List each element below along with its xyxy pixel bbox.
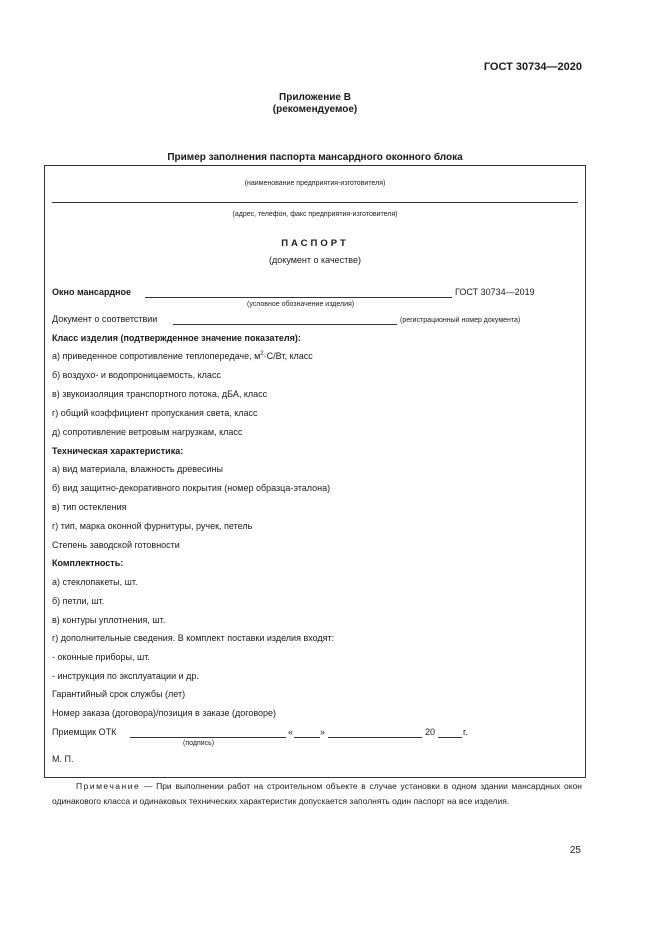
note-label: Примечание (76, 781, 141, 791)
signature-hint: (подпись) (183, 740, 215, 747)
class-item-e: д) сопротивление ветровым нагрузкам, класс (52, 427, 243, 437)
tech-item-c: в) тип остекления (52, 502, 127, 512)
year-prefix: 20 (425, 727, 436, 737)
tech-item-d: г) тип, марка оконной фурнитуры, ручек, петель (52, 521, 253, 531)
class-item-c: в) звукоизоляция транспортного потока, дБА, класс (52, 389, 268, 399)
tech-item-b: б) вид защитно-декоративного покрытия (номер образца-эталона) (52, 483, 331, 493)
address-hint: (адрес, телефон, факс предприятия-изготовителя) (232, 211, 398, 218)
set-item-a: а) стеклопакеты, шт. (52, 577, 138, 587)
set-item-manual: - инструкция по эксплуатации и др. (52, 671, 199, 681)
inspector-label: Приемщик ОТК (52, 727, 117, 737)
page-number: 25 (569, 845, 581, 856)
year-line (438, 737, 462, 738)
conformity-label: Документ о соответствии (52, 314, 158, 324)
set-item-devices: - оконные приборы, шт. (52, 652, 150, 662)
year-suffix: г. (463, 727, 468, 737)
class-item-d: г) общий коэффициент пропускания света, класс (52, 408, 258, 418)
product-line (145, 297, 452, 298)
address-line (52, 202, 578, 203)
quote-open: « (288, 727, 294, 737)
signature-line (130, 737, 286, 738)
product-standard: ГОСТ 30734—2019 (455, 287, 535, 297)
tech-heading: Техническая характеристика: (52, 446, 184, 456)
day-line (294, 737, 320, 738)
set-item-c: в) контуры уплотнения, шт. (52, 615, 166, 625)
class-item-a-text: а) приведенное сопротивление теплопередаче, м (52, 351, 261, 361)
form-caption: Пример заполнения паспорта мансардного оконного блока (167, 152, 463, 163)
product-hint: (условное обозначение изделия) (247, 301, 355, 308)
conformity-line (173, 324, 397, 325)
readiness: Степень заводской готовности (52, 540, 180, 550)
appendix-title: Приложение В (279, 92, 351, 103)
class-item-a-tail: ·С/Вт, класс (263, 351, 313, 361)
appendix-subtitle: (рекомендуемое) (272, 104, 358, 115)
class-item-a (52, 351, 313, 361)
set-item-b: б) петли, шт. (52, 596, 105, 606)
standard-number: ГОСТ 30734—2020 (483, 61, 582, 73)
class-heading: Класс изделия (подтвержденное значение показателя): (52, 333, 301, 343)
class-item-a-sup: 2 (260, 351, 264, 357)
month-line (328, 737, 422, 738)
class-item-b: б) воздухо- и водопроницаемость, класс (52, 370, 221, 380)
note-text: — При выполнении работ на строительном объекте в случае установки в одном здании мансардных окон одинакового класса и одинаковых технических характеристик допускается заполнять один паспорт на все изделия. (52, 781, 582, 806)
quote-close: » (320, 727, 326, 737)
warranty: Гарантийный срок службы (лет) (52, 689, 186, 699)
stamp-place: М. П. (52, 754, 74, 764)
product-label: Окно мансардное (52, 287, 131, 297)
set-heading: Комплектность: (52, 558, 124, 568)
note (52, 779, 582, 809)
conformity-hint: (регистрационный номер документа) (400, 317, 521, 324)
order: Номер заказа (договора)/позиция в заказе (договоре) (52, 708, 277, 718)
manufacturer-hint: (наименование предприятия-изготовителя) (244, 180, 386, 187)
tech-item-a: а) вид материала, влажность древесины (52, 464, 223, 474)
set-item-d: г) дополнительные сведения. В комплект поставки изделия входят: (52, 633, 335, 643)
passport-title: ПАСПОРТ (281, 238, 349, 249)
passport-subtitle: (документ о качестве) (269, 255, 361, 265)
